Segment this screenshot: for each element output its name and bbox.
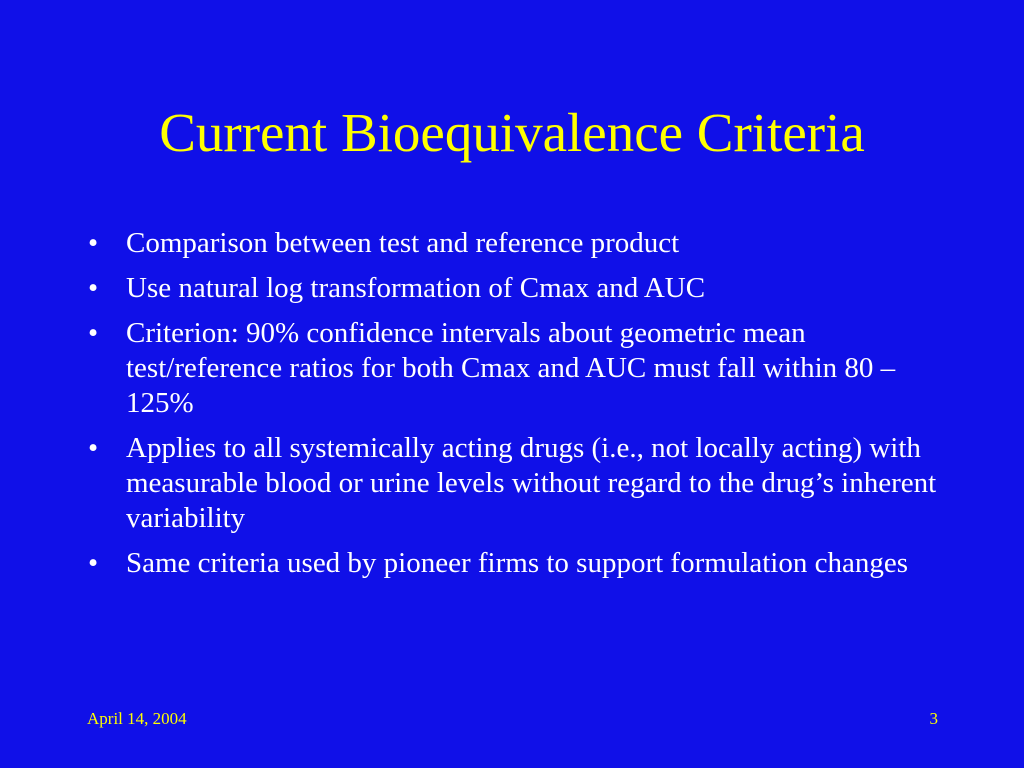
bullet-list <box>88 226 948 591</box>
bullet-text: Use natural log transformation of Cmax and AUC <box>126 272 706 304</box>
bullet-item <box>88 546 948 581</box>
bullet-item <box>88 431 948 536</box>
bullet-icon: • <box>88 227 99 259</box>
bullet-text: Comparison between test and reference product <box>126 227 680 259</box>
bullet-item <box>88 316 948 421</box>
bullet-icon: • <box>88 547 99 579</box>
bullet-text: Criterion: 90% confidence intervals about geometric mean test/reference ratios for both Cmax and AUC must fall within 80 – 125% <box>126 317 896 419</box>
footer-date: April 14, 2004 <box>87 709 187 728</box>
bullet-text: Same criteria used by pioneer firms to support formulation changes <box>126 547 908 579</box>
bullet-item <box>88 271 948 306</box>
page-number: 3 <box>929 709 938 728</box>
bullet-icon: • <box>88 317 99 349</box>
bullet-item <box>88 226 948 261</box>
bullet-icon: • <box>88 272 99 304</box>
bullet-text: Applies to all systemically acting drugs (i.e., not locally acting) with measurable blood or urine levels without regard to the drug’s inherent variability <box>126 432 937 534</box>
bullet-icon: • <box>88 432 99 464</box>
slide-title: Current Bioequivalence Criteria <box>159 102 865 163</box>
